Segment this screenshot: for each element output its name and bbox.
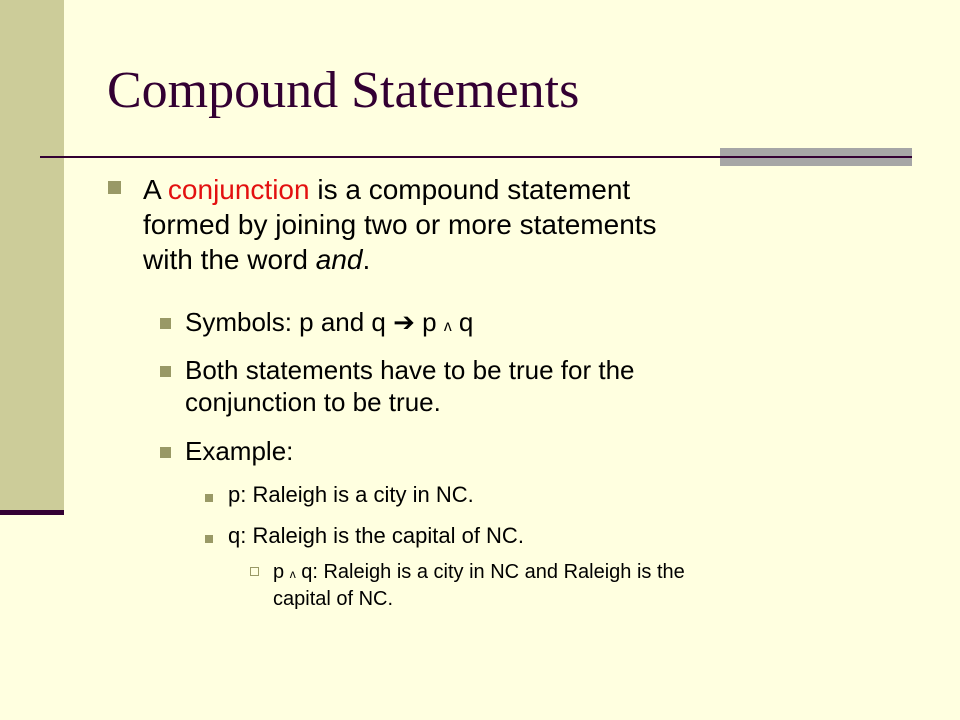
bullet-marker bbox=[160, 366, 171, 377]
bullet-marker bbox=[250, 567, 259, 576]
bullet-marker bbox=[205, 494, 213, 502]
example-p: p bbox=[273, 561, 290, 583]
example-line1: q: Raleigh is a city in NC and Raleigh is the bbox=[295, 561, 685, 583]
title-underline-accent bbox=[720, 148, 912, 166]
bullet-marker bbox=[160, 447, 171, 458]
definition-line2: formed by joining two or more statements bbox=[143, 209, 657, 240]
left-accent-bar bbox=[0, 510, 64, 515]
definition-line1: is a compound statement bbox=[309, 174, 631, 205]
both-true-rule bbox=[185, 354, 635, 418]
arrow-icon: ➔ bbox=[393, 307, 415, 337]
symbols-q: q bbox=[451, 307, 474, 337]
symbols-text: Symbols: p and q bbox=[185, 307, 394, 337]
symbols-p: p bbox=[414, 307, 444, 337]
slide-title: Compound Statements bbox=[107, 62, 580, 119]
definition-emphasis: and bbox=[315, 244, 363, 275]
conjunction-example bbox=[273, 560, 685, 612]
conjunction-term: conjunction bbox=[167, 174, 310, 205]
bullet-marker bbox=[160, 318, 171, 329]
bullet-marker bbox=[205, 535, 213, 543]
bullet-marker bbox=[108, 181, 121, 194]
both-true-line1: Both statements have to be true for the bbox=[185, 355, 635, 385]
definition-period: . bbox=[362, 244, 371, 275]
conjunction-definition bbox=[143, 172, 657, 277]
definition-prefix: A bbox=[143, 174, 168, 205]
symbols-line bbox=[185, 306, 473, 343]
both-true-line2: conjunction to be true. bbox=[185, 387, 441, 417]
definition-line3: with the word bbox=[143, 244, 316, 275]
example-line2: capital of NC. bbox=[273, 588, 394, 610]
and-symbol: ʌ bbox=[443, 318, 452, 335]
left-accent-band bbox=[0, 0, 64, 512]
p-statement: p: Raleigh is a city in NC. bbox=[228, 482, 474, 507]
example-label: Example: bbox=[185, 436, 294, 466]
and-symbol: ʌ bbox=[289, 567, 296, 581]
q-statement: q: Raleigh is the capital of NC. bbox=[228, 523, 524, 548]
